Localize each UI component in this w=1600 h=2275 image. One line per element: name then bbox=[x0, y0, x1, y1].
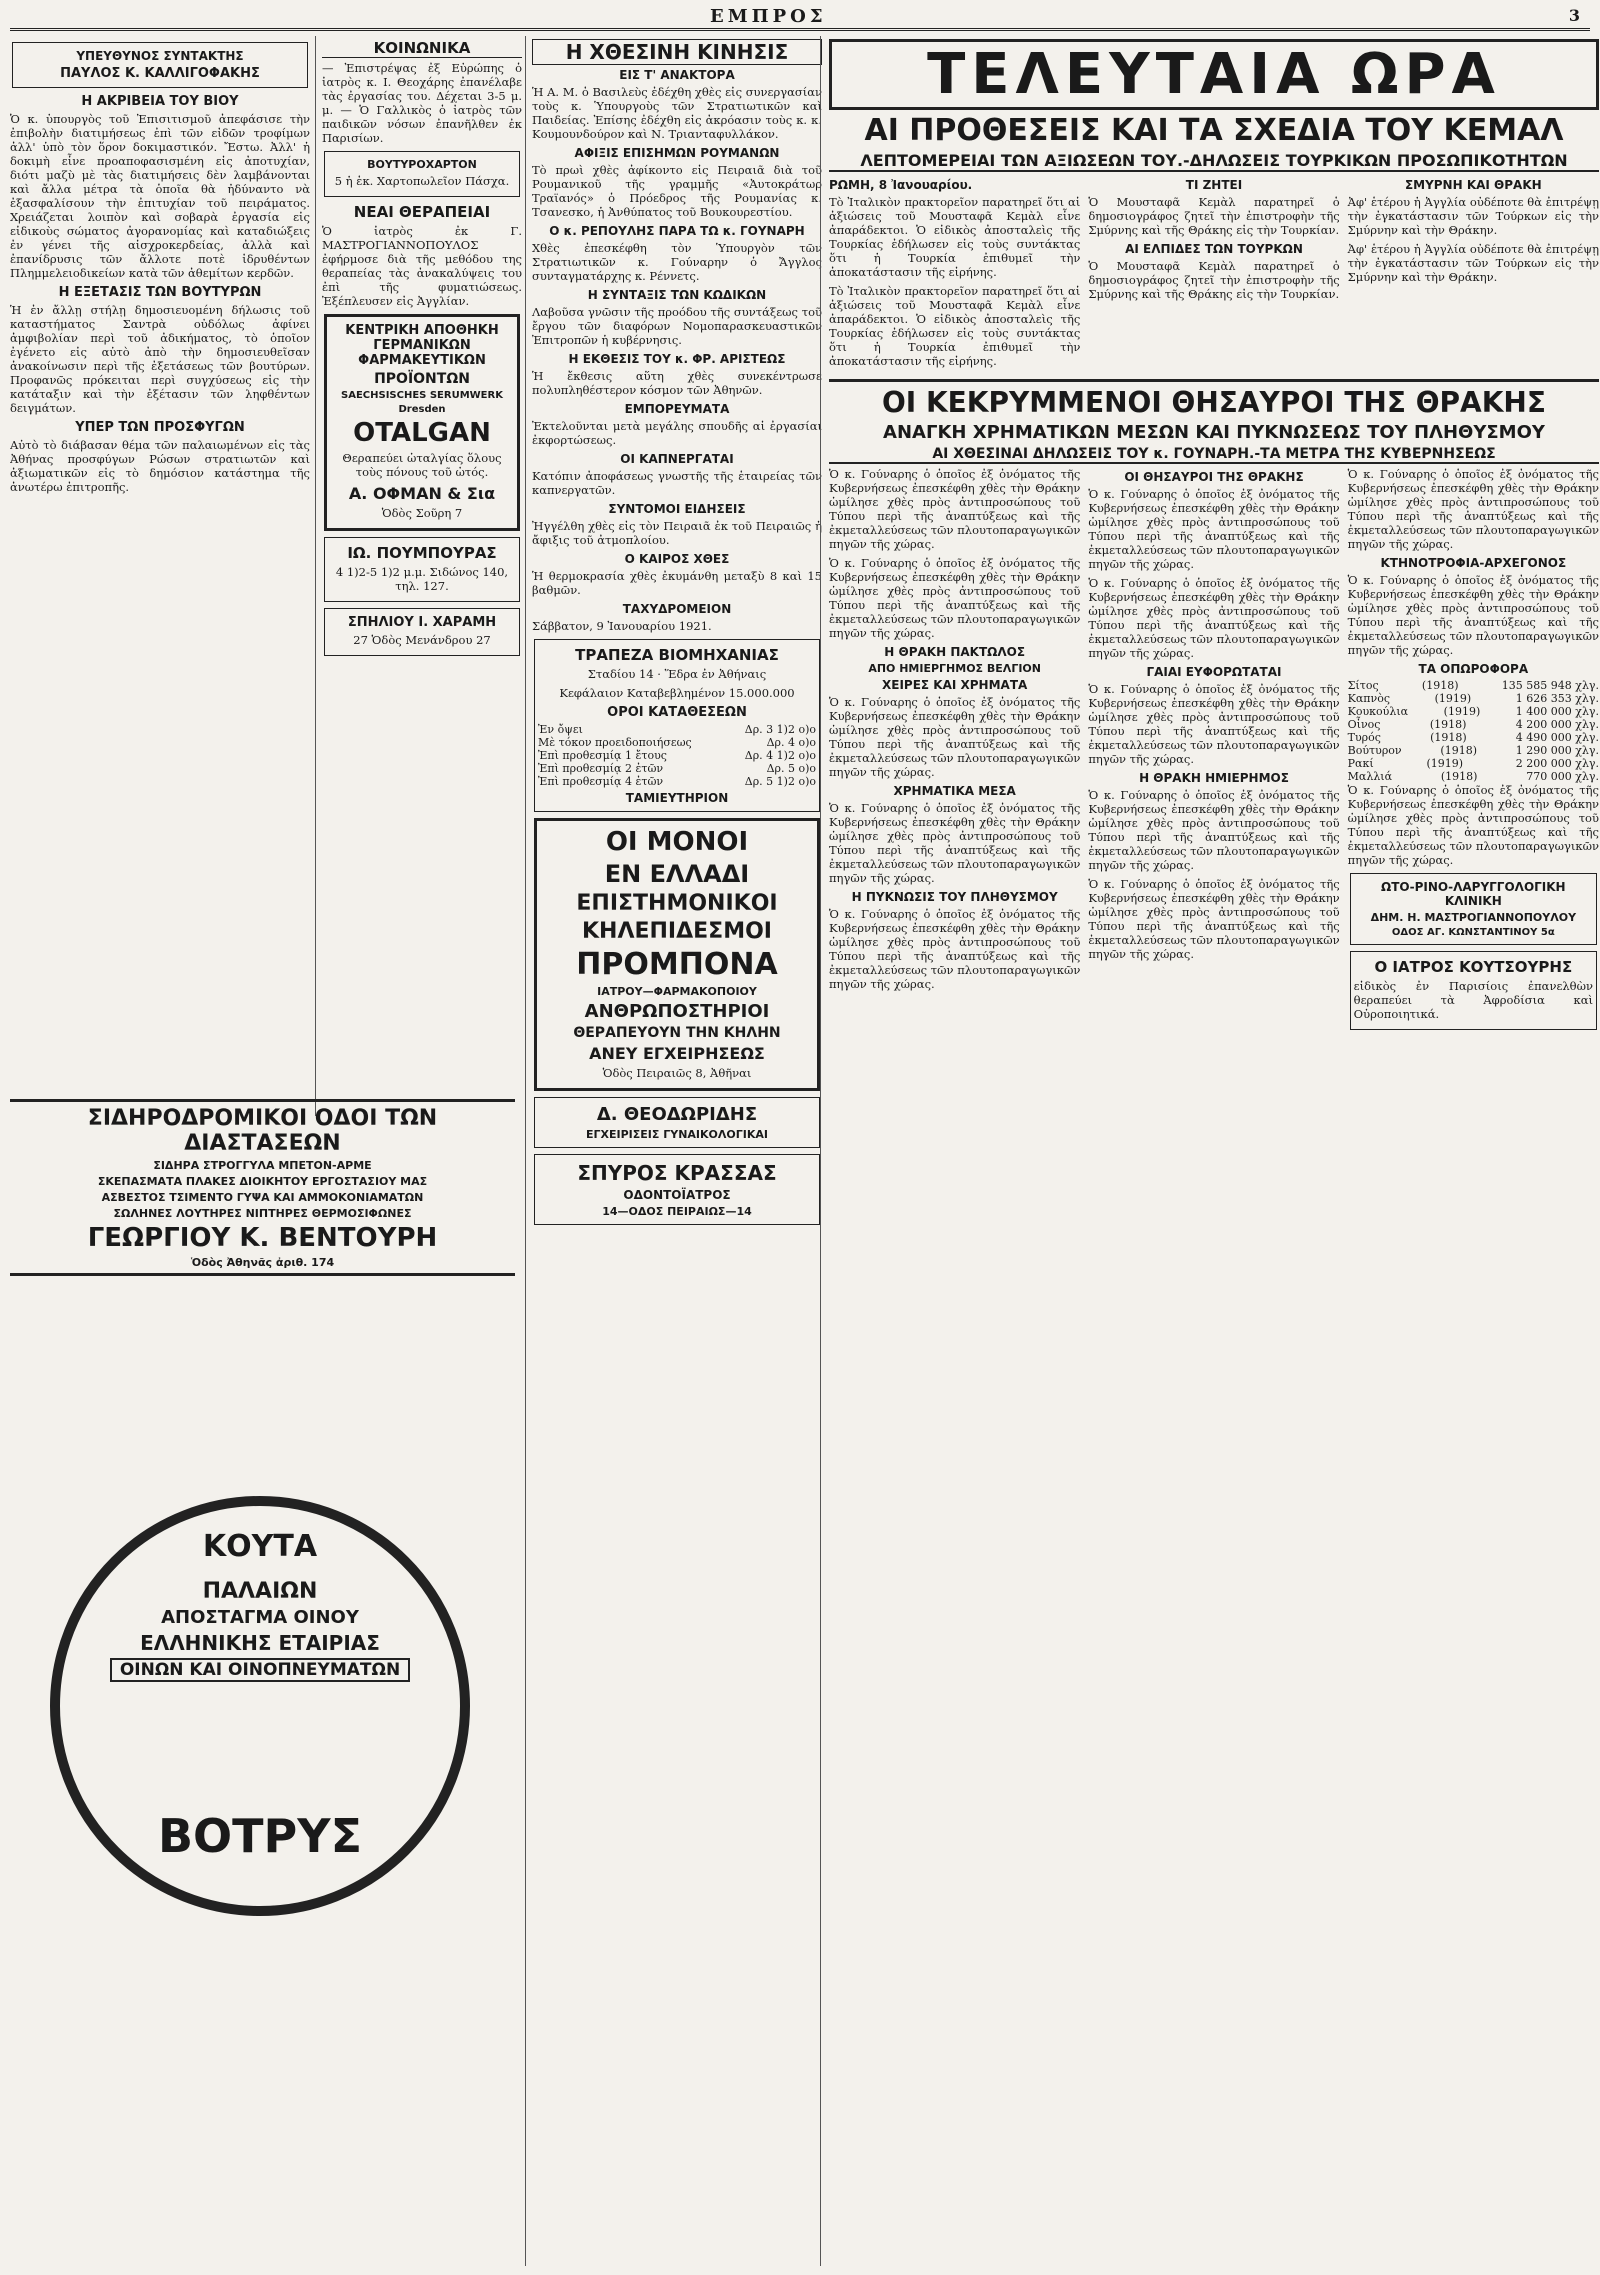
column-4 bbox=[820, 36, 1599, 2266]
column-3 bbox=[525, 36, 822, 2266]
article-aristeus: Ἡ ἔκθεσις αὕτη χθὲς συνεκέντρωσε πολυπληθέστερον κόσμον τῶν Ἀθηνῶν. bbox=[532, 369, 822, 397]
doctor-ad bbox=[324, 537, 520, 602]
hardware-ad bbox=[10, 1096, 515, 1279]
produce-row bbox=[1348, 718, 1599, 731]
article-social: — Ἐπιστρέψας ἐξ Εὐρώπης ὁ ἰατρὸς κ. Ι. Θεοχάρης ἐπανέλαβε τὰς ἐργασίας του. Δέχεται 3-5 μ. μ. — Ὁ Γαλλικὸς ὁ ἰατρὸς τῶν παιδικῶν νόσων ἐπανῆλθεν ἐκ Παρισίων. bbox=[322, 61, 522, 145]
heading-treasures: ΟΙ ΘΗΣΑΥΡΟΙ ΤΗΣ ΘΡΑΚΗΣ bbox=[1124, 470, 1304, 484]
heading-half-desert: Η ΘΡΑΚΗ ΗΜΙΕΡΗΜΟΣ bbox=[1139, 771, 1289, 785]
botrys-line-4: ΟΙΝΩΝ ΚΑΙ ΟΙΝΟΠΝΕΥΜΑΤΩΝ bbox=[110, 1658, 410, 1682]
deposits-heading: ΟΡΟΙ ΚΑΤΑΘΕΣΕΩΝ bbox=[607, 705, 747, 720]
produce-item: Ρακί bbox=[1347, 757, 1374, 770]
heading-repoulis: Ο κ. ΡΕΠΟΥΛΗΣ ΠΑΡΑ ΤΩ κ. ΓΟΥΝΑΡΗ bbox=[549, 224, 805, 238]
article-half-desert: Ὁ κ. Γούναρης ὁ ὁποῖος ἐξ ὀνόματος τῆς Κυβερνήσεως ἐπεσκέφθη χθὲς τὴν Θράκην ὡμίλησε χθὲς πρὸς ἀντιπροσώπους τοῦ Τύπου περὶ τῆς ἀναπτύξεως καὶ τῆς ἐκμεταλλεύσεως τῶν πλουτοπαραγωγικῶν πηγῶν τῆς χώρας. bbox=[1088, 788, 1340, 872]
doctor-name: ΙΩ. ΠΟΥΜΠΟΥΡΑΣ bbox=[347, 544, 497, 562]
koutsouris-ad bbox=[1350, 951, 1597, 1030]
deposit-label: Μὲ τόκον προειδοποιήσεως bbox=[538, 736, 692, 749]
otalgan-text: Θεραπεύει ὠταλγίας ὅλους τοὺς πόνους τοῦ ὠτός. bbox=[342, 451, 502, 479]
column-2 bbox=[315, 36, 522, 1116]
deposit-rate: Δρ. 4 1)2 ο)ο bbox=[744, 749, 816, 762]
optician-name: ΣΠΗΛΙΟΥ Ι. ΧΑΡΑΜΗ bbox=[347, 615, 497, 630]
hernia-ad bbox=[534, 818, 820, 1091]
heading-fertile: ΓΑΙΑΙ ΕΥΦΟΡΩΤΑΤΑΙ bbox=[1146, 665, 1282, 679]
article-hands: Ὁ κ. Γούναρης ὁ ὁποῖος ἐξ ὀνόματος τῆς Κυβερνήσεως ἐπεσκέφθη χθὲς τὴν Θράκην ὡμίλησε χθὲς πρὸς ἀντιπροσώπους τοῦ Τύπου περὶ τῆς ἀναπτύξεως καὶ τῆς ἐκμεταλλεύσεως τῶν πλουτοπαραγωγικῶν πηγῶν τῆς χώρας. bbox=[829, 695, 1081, 779]
deposit-rate: Δρ. 4 ο)ο bbox=[766, 736, 816, 749]
botrys-line-2: ΑΠΟΣΤΑΓΜΑ ΟΙΝΟΥ bbox=[161, 1607, 359, 1628]
heading-codes: Η ΣΥΝΤΑΞΙΣ ΤΩΝ ΚΩΔΙΚΩΝ bbox=[587, 288, 767, 302]
rome-dateline: ΡΩΜΗ, 8 Ἰανουαρίου. bbox=[829, 178, 973, 192]
deposit-label: Ἐν ὄψει bbox=[538, 723, 583, 736]
article-rome-2: Τὸ Ἰταλικὸν πρακτορεῖον παρατηρεῖ ὅτι αἱ ἀξιώσεις τοῦ Μουσταφᾶ Κεμὰλ εἶνε ἀπαράδεκτοι. Ὁ εἰδικὸς ἀποσταλεὶς τῆς Τουρκίας ἐδήλωσεν εἰς τοὺς συντάκτας ὅτι ἡ Τουρκία ἐπιθυμεῖ τὴν ἀποκατάστασιν τῆς εἰρήνης. bbox=[829, 284, 1081, 368]
produce-item: Οἶνος bbox=[1347, 718, 1381, 731]
article-density: Ὁ κ. Γούναρης ὁ ὁποῖος ἐξ ὀνόματος τῆς Κυβερνήσεως ἐπεσκέφθη χθὲς τὴν Θράκην ὡμίλησε χθὲς πρὸς ἀντιπροσώπους τοῦ Τύπου περὶ τῆς ἀναπτύξεως καὶ τῆς ἐκμεταλλεύσεως τῶν πλουτοπαραγωγικῶν πηγῶν τῆς χώρας. bbox=[829, 907, 1081, 991]
produce-year: (1918) bbox=[1430, 731, 1467, 744]
hardware-ad-seller: ΓΕΩΡΓΙΟΥ Κ. ΒΕΝΤΟΥΡΗ bbox=[87, 1223, 438, 1253]
article-what: Ὁ Μουσταφᾶ Κεμὰλ παρατηρεῖ ὁ δημοσιογράφος ζητεῖ τὴν ἐπιστροφὴν τῆς Σμύρνης καὶ τῆς Θράκης εἰς τὴν Τουρκίαν. bbox=[1088, 195, 1340, 237]
headline-thrace: ΟΙ ΚΕΚΡΥΜΜΕΝΟΙ ΘΗΣΑΥΡΟΙ ΤΗΣ ΘΡΑΚΗΣ bbox=[829, 379, 1599, 419]
butterpaper-text: 5 ἡ ἑκ. Χαρτοπωλεῖον Πάσχα. bbox=[334, 174, 510, 188]
produce-row bbox=[1348, 679, 1599, 692]
newspaper-page bbox=[10, 6, 1599, 2261]
botrys-top: ΚΟΥΤΑ bbox=[202, 1529, 318, 1564]
ent-clinic-ad bbox=[1350, 873, 1597, 945]
heading-what: ΤΙ ΖΗΤΕΙ bbox=[1185, 178, 1243, 192]
heading-post: ΤΑΧΥΔΡΟΜΕΙΟΝ bbox=[622, 602, 732, 616]
botrys-bottom: ΒΟΤΡΥΣ bbox=[158, 1809, 362, 1863]
hardware-ad-address: Ὁδὸς Ἀθηνᾶς ἀριθ. 174 bbox=[10, 1256, 515, 1276]
heading-aristeus: Η ΕΚΘΕΣΙΣ ΤΟΥ κ. ΦΡ. ΑΡΙΣΤΕΩΣ bbox=[568, 352, 786, 366]
article-smyrna: Ἀφ' ἑτέρου ἡ Ἀγγλία οὐδέποτε θὰ ἐπιτρέψῃ τὴν ἐγκατάστασιν τῶν Τούρκων εἰς τὴν Σμύρνην καὶ τὴν Θράκην. bbox=[1347, 195, 1599, 237]
heading-pactolus-sub: ΑΠΟ ΗΜΙΕΡΓΗΜΟΣ ΒΕΛΓΙΟΝ bbox=[868, 662, 1041, 675]
thrace-col-2 bbox=[1088, 467, 1339, 1036]
article-livestock: Ὁ κ. Γούναρης ὁ ὁποῖος ἐξ ὀνόματος τῆς Κυβερνήσεως ἐπεσκέφθη χθὲς τὴν Θράκην ὡμίλησε χθὲς πρὸς ἀντιπροσώπους τοῦ Τύπου περὶ τῆς ἀναπτύξεως καὶ τῆς ἐκμεταλλεύσεως τῶν πλουτοπαραγωγικῶν πηγῶν τῆς χώρας. bbox=[1347, 573, 1599, 657]
deposit-row bbox=[538, 775, 816, 788]
produce-item: Τυρός bbox=[1347, 731, 1381, 744]
optician-ad bbox=[324, 608, 520, 656]
heading-hands: ΧΕΙΡΕΣ ΚΑΙ ΧΡΗΜΑΤΑ bbox=[882, 678, 1028, 692]
doctor-hours: 4 1)2-5 1)2 μ.μ. Σιδώνος 140, τηλ. 127. bbox=[335, 565, 509, 593]
deposit-rate: Δρ. 3 1)2 ο)ο bbox=[744, 723, 816, 736]
article-smyrna-2: Ἀφ' ἑτέρου ἡ Ἀγγλία οὐδέποτε θὰ ἐπιτρέψῃ τὴν ἐγκατάστασιν τῶν Τούρκων εἰς τὴν Σμύρνην καὶ τὴν Θράκην. bbox=[1347, 242, 1599, 284]
produce-row bbox=[1348, 692, 1599, 705]
hardware-ad-line-1: ΣΙΔΗΡΑ ΣΤΡΟΓΓΥΛΑ ΜΠΕΤΟΝ-ΑΡΜΕ bbox=[153, 1159, 372, 1172]
deposit-rate: Δρ. 5 1)2 ο)ο bbox=[744, 775, 816, 788]
krassas-address: 14—ΟΔΟΣ ΠΕΙΡΑΙΩΣ—14 bbox=[602, 1205, 752, 1218]
hernia-line-3: ΕΠΙΣΤΗΜΟΝΙΚΟΙ bbox=[576, 891, 778, 916]
headline-kemal: ΑΙ ΠΡΟΘΕΣΕΙΣ ΚΑΙ ΤΑ ΣΧΕΔΙΑ ΤΟΥ ΚΕΜΑΛ bbox=[864, 113, 1564, 148]
produce-year: (1918) bbox=[1421, 679, 1459, 692]
newspaper-name: ΕΜΠΡΟΣ bbox=[710, 6, 827, 27]
article-romanians: Τὸ πρωὶ χθὲς ἀφίκοντο εἰς Πειραιᾶ διὰ τοῦ Ρουμανικοῦ τῆς γραμμῆς «Ἀυτοκράτωρ Τραϊανός» ὁ Πρόεδρος τῆς Ρουμανίας κ. Τσανεσκο, ἡ Ἀνθύπατος τοῦ Βουκουρεστίου. bbox=[532, 163, 822, 219]
produce-year: (1918) bbox=[1440, 744, 1477, 757]
article-palace: Ἡ Α. Μ. ὁ Βασιλεὺς ἐδέχθη χθὲς εἰς συνεργασίαν τοὺς κ. Ὑπουργοὺς τῶν Στρατιωτικῶν καὶ Παιδείας. Ἐπίσης ἐδέχθη εἰς ἀκρόασιν τοὺς κ. κ. Κουμουνδούρον καὶ Ν. Τριανταφυλλάκον. bbox=[532, 85, 822, 141]
produce-qty: 1 400 000 χλγ. bbox=[1515, 705, 1599, 718]
heading-hopes: ΑΙ ΕΛΠΙΔΕΣ ΤΩΝ ΤΟΥΡΚΩΝ bbox=[1125, 242, 1303, 256]
botrys-line-3: ΕΛΛΗΝΙΚΗΣ ΕΤΑΙΡΙΑΣ bbox=[140, 1631, 380, 1655]
pharma-ad bbox=[324, 314, 520, 531]
article-treasures: Ὁ κ. Γούναρης ὁ ὁποῖος ἐξ ὀνόματος τῆς Κυβερνήσεως ἐπεσκέφθη χθὲς τὴν Θράκην ὡμίλησε χθὲς πρὸς ἀντιπροσώπους τοῦ Τύπου περὶ τῆς ἀναπτύξεως καὶ τῆς ἐκμεταλλεύσεως τῶν πλουτοπαραγωγικῶν πηγῶν τῆς χώρας. bbox=[1088, 487, 1340, 571]
produce-row bbox=[1348, 757, 1599, 770]
produce-year: (1919) bbox=[1434, 692, 1472, 705]
article-thrace: Ὁ κ. Γούναρης ὁ ὁποῖος ἐξ ὀνόματος τῆς Κυβερνήσεως ἐπεσκέφθη χθὲς τὴν Θράκην ὡμίλησε χθὲς πρὸς ἀντιπροσώπους τοῦ Τύπου περὶ τῆς ἀναπτύξεως καὶ τῆς ἐκμεταλλεύσεως τῶν πλουτοπαραγωγικῶν πηγῶν τῆς χώρας. bbox=[829, 467, 1081, 551]
produce-qty: 2 200 000 χλγ. bbox=[1515, 757, 1599, 770]
krassas-name: ΣΠΥΡΟΣ ΚΡΑΣΣΑΣ bbox=[577, 1161, 777, 1185]
article-new-therapies: Ὁ ἰατρὸς ἐκ Γ. ΜΑΣΤΡΟΓΙΑΝΝΟΠΟΥΛΟΣ ἐφήρμοσε διὰ τῆς μεθόδου της θεραπείας τὰς ἀνακαλύψεις του ἐπὶ τῆς φυματιώσεως. Ἐξέπλευσεν εἰς Ἀγγλίαν. bbox=[322, 224, 522, 308]
subhead-thrace: ΑΝΑΓΚΗ ΧΡΗΜΑΤΙΚΩΝ ΜΕΣΩΝ ΚΑΙ ΠΥΚΝΩΣΕΩΣ ΤΟΥ ΠΛΗΘΥΣΜΟΥ bbox=[883, 422, 1545, 443]
otalgan-brand: OTALGAN bbox=[353, 418, 491, 448]
prompona-line-3: ΘΕΡΑΠΕΥΟΥΝ ΤΗΝ ΚΗΛΗΝ bbox=[573, 1025, 781, 1041]
pharma-city: Dresden bbox=[398, 404, 446, 415]
optician-address: 27 Ὁδὸς Μενάνδρου 27 bbox=[353, 633, 491, 647]
responsible-name: ΠΑΥΛΟΣ Κ. ΚΑΛΛΙΓΟΦΑΚΗΣ bbox=[60, 66, 260, 81]
botrys-line-1: ΠΑΛΑΙΩΝ bbox=[202, 1579, 318, 1604]
produce-row bbox=[1348, 770, 1599, 783]
deposit-label: Ἐπὶ προθεσμίᾳ 4 ἐτῶν bbox=[538, 775, 664, 788]
article-produce: Ὁ κ. Γούναρης ὁ ὁποῖος ἐξ ὀνόματος τῆς Κυβερνήσεως ἐπεσκέφθη χθὲς τὴν Θράκην ὡμίλησε χθὲς πρὸς ἀντιπροσώπους τοῦ Τύπου περὶ τῆς ἀναπτύξεως καὶ τῆς ἐκμεταλλεύσεως τῶν πλουτοπαραγωγικῶν πηγῶν τῆς χώρας. bbox=[1347, 783, 1599, 867]
pharma-title: ΚΕΝΤΡΙΚΗ ΑΠΟΘΗΚΗ ΓΕΡΜΑΝΙΚΩΝ ΦΑΡΜΑΚΕΥΤΙΚΩΝ bbox=[345, 323, 499, 368]
deposit-row bbox=[538, 749, 816, 762]
article-rome: Τὸ Ἰταλικὸν πρακτορεῖον παρατηρεῖ ὅτι αἱ ἀξιώσεις τοῦ Μουσταφᾶ Κεμὰλ εἶνε ἀπαράδεκτοι. Ὁ εἰδικὸς ἀποσταλεὶς τῆς Τουρκίας ἐδήλωσεν εἰς τοὺς συντάκτας ὅτι ἡ Τουρκία ἐπιθυμεῖ τὴν ἀποκατάστασιν τῆς εἰρήνης. bbox=[829, 195, 1081, 279]
hernia-line-1: ΟΙ ΜΟΝΟΙ bbox=[605, 827, 749, 857]
subhead-kemal: ΛΕΠΤΟΜΕΡΕΙΑΙ ΤΩΝ ΑΞΙΩΣΕΩΝ ΤΟΥ.-ΔΗΛΩΣΕΙΣ ΤΟΥΡΚΙΚΩΝ ΠΡΟΣΩΠΙΚΟΤΗΤΩΝ bbox=[829, 151, 1599, 172]
heading-refugees: ΥΠΕΡ ΤΩΝ ΠΡΟΣΦΥΓΩΝ bbox=[75, 420, 245, 435]
heading-density: Η ΠΥΚΝΩΣΙΣ ΤΟΥ ΠΛΗΘΥΣΜΟΥ bbox=[851, 890, 1058, 904]
produce-qty: 1 290 000 χλγ. bbox=[1515, 744, 1599, 757]
produce-year: (1919) bbox=[1443, 705, 1481, 718]
produce-qty: 4 490 000 χλγ. bbox=[1515, 731, 1599, 744]
produce-row bbox=[1348, 744, 1599, 757]
butterpaper-ad bbox=[324, 151, 520, 197]
kemal-col-3 bbox=[1348, 175, 1599, 373]
article-repoulis: Χθὲς ἐπεσκέφθη τὸν Ὑπουργὸν τῶν Στρατιωτικῶν κ. Γούναρην ὁ Ἄγγλος συνταγματάρχης κ. Ρέννετς. bbox=[532, 241, 822, 283]
ent-clinic-address: ΟΔΟΣ ΑΓ. ΚΩΝΣΤΑΝΤΙΝΟΥ 5α bbox=[1391, 927, 1555, 938]
thrace-columns bbox=[829, 467, 1599, 1036]
produce-year: (1918) bbox=[1440, 770, 1478, 783]
last-hour-title: ΤΕΛΕΥΤΑΙΑ ΩΡΑ bbox=[829, 39, 1599, 110]
page-number: 3 bbox=[1568, 6, 1580, 25]
produce-qty: 4 200 000 χλγ. bbox=[1515, 718, 1599, 731]
heading-palace: ΕΙΣ Τ' ΑΝΑΚΤΟΡΑ bbox=[619, 68, 735, 82]
deposit-row bbox=[538, 762, 816, 775]
article-hopes: Ὁ Μουσταφᾶ Κεμὰλ παρατηρεῖ ὁ δημοσιογράφος ζητεῖ τὴν ἐπιστροφὴν τῆς Σμύρνης καὶ τῆς Θράκης εἰς τὴν Τουρκίαν. bbox=[1088, 259, 1340, 301]
heading-tobacco: ΟΙ ΚΑΠΝΕΡΓΑΤΑΙ bbox=[620, 452, 734, 466]
produce-qty: 135 585 948 χλγ. bbox=[1501, 679, 1599, 692]
article-col3-intro: Ὁ κ. Γούναρης ὁ ὁποῖος ἐξ ὀνόματος τῆς Κυβερνήσεως ἐπεσκέφθη χθὲς τὴν Θράκην ὡμίλησε χθὲς πρὸς ἀντιπροσώπους τοῦ Τύπου περὶ τῆς ἀναπτύξεως καὶ τῆς ἐκμεταλλεύσεως τῶν πλουτοπαραγωγικῶν πηγῶν τῆς χώρας. bbox=[1347, 467, 1599, 551]
krassas-sub: ΟΔΟΝΤΟΪΑΤΡΟΣ bbox=[623, 1188, 731, 1202]
heading-social: ΚΟΙΝΩΝΙΚΑ bbox=[322, 39, 522, 58]
pharma-sub: ΠΡΟΪΟΝΤΩΝ bbox=[374, 371, 470, 387]
article-news: Ἠγγέλθη χθὲς εἰς τὸν Πειραιᾶ ἐκ τοῦ Πειραιῶς ἡ ἄφιξις τοῦ ἀτμοπλοίου. bbox=[532, 519, 822, 547]
hardware-ad-line-3: ΑΣΒΕΣΤΟΣ ΤΣΙΜΕΝΤΟ ΓΥΨΑ ΚΑΙ ΑΜΜΟΚΟΝΙΑΜΑΤΩΝ bbox=[101, 1191, 424, 1204]
article-money: Ὁ κ. Γούναρης ὁ ὁποῖος ἐξ ὀνόματος τῆς Κυβερνήσεως ἐπεσκέφθη χθὲς τὴν Θράκην ὡμίλησε χθὲς πρὸς ἀντιπροσώπους τοῦ Τύπου περὶ τῆς ἀναπτύξεως καὶ τῆς ἐκμεταλλεύσεως τῶν πλουτοπαραγωγικῶν πηγῶν τῆς χώρας. bbox=[829, 801, 1081, 885]
bank-title: ΤΡΑΠΕΖΑ ΒΙΟΜΗΧΑΝΙΑΣ bbox=[575, 646, 779, 664]
produce-table bbox=[1348, 679, 1599, 783]
heading-livestock: ΚΤΗΝΟΤΡΟΦΙΑ-ΑΡΧΕΓΟΝΟΣ bbox=[1380, 556, 1567, 570]
produce-item: Κουκούλια bbox=[1347, 705, 1409, 718]
hernia-line-2: ΕΝ ΕΛΛΑΔΙ bbox=[604, 860, 750, 888]
prompona-address: Ὁδὸς Πειραιῶς 8, Ἀθῆναι bbox=[602, 1066, 752, 1080]
butterpaper-label: ΒΟΥΤΥΡΟΧΑΡΤΟΝ bbox=[367, 158, 477, 171]
deposit-row bbox=[538, 736, 816, 749]
produce-year: (1918) bbox=[1429, 718, 1467, 731]
ent-clinic-title: ΩΤΟ-ΡΙΝΟ-ΛΑΡΥΓΓΟΛΟΓΙΚΗ ΚΛΙΝΙΚΗ bbox=[1381, 880, 1566, 908]
deposit-label: Ἐπὶ προθεσμίᾳ 1 ἔτους bbox=[538, 749, 667, 762]
heading-produce: ΤΑ ΟΠΩΡΟΦΟΡΑ bbox=[1418, 662, 1529, 676]
koutsouris-text: εἰδικὸς ἐν Παρισίοις ἐπανελθὼν θεραπεύει τὰ Ἀφροδίσια καὶ Οὐροποιητικά. bbox=[1353, 979, 1593, 1021]
prompona-line-2: ΑΝΘΡΩΠΟΣΤΗΡΙΟΙ bbox=[584, 1001, 770, 1022]
theodoridis-ad bbox=[534, 1097, 820, 1148]
article-fertile: Ὁ κ. Γούναρης ὁ ὁποῖος ἐξ ὀνόματος τῆς Κυβερνήσεως ἐπεσκέφθη χθὲς τὴν Θράκην ὡμίλησε χθὲς πρὸς ἀντιπροσώπους τοῦ Τύπου περὶ τῆς ἀναπτύξεως καὶ τῆς ἐκμεταλλεύσεως τῶν πλουτοπαραγωγικῶν πηγῶν τῆς χώρας. bbox=[1088, 682, 1340, 766]
hardware-ad-title: ΣΙΔΗΡΟΔΡΟΜΙΚΟΙ ΟΔΟΙ ΤΩΝ ΔΙΑΣΤΑΣΕΩΝ bbox=[10, 1099, 515, 1156]
article-trade: Ἐκτελοῦνται μετὰ μεγάλης σπουδῆς αἱ ἐργασίαι ἐκφορτώσεως. bbox=[532, 419, 822, 447]
subhead-gounaris: ΑΙ ΧΘΕΣΙΝΑΙ ΔΗΛΩΣΕΙΣ ΤΟΥ κ. ΓΟΥΝΑΡΗ.-ΤΑ ΜΕΤΡΑ ΤΗΣ ΚΥΒΕΡΝΗΣΕΩΣ bbox=[829, 446, 1599, 464]
article-half-desert-2: Ὁ κ. Γούναρης ὁ ὁποῖος ἐξ ὀνόματος τῆς Κυβερνήσεως ἐπεσκέφθη χθὲς τὴν Θράκην ὡμίλησε χθὲς πρὸς ἀντιπροσώπους τοῦ Τύπου περὶ τῆς ἀναπτύξεως καὶ τῆς ἐκμεταλλεύσεως τῶν πλουτοπαραγωγικῶν πηγῶν τῆς χώρας. bbox=[1088, 877, 1340, 961]
heading-weather: Ο ΚΑΙΡΟΣ ΧΘΕΣ bbox=[624, 552, 730, 566]
botrys-ad bbox=[50, 1496, 470, 1916]
article-tobacco: Κατόπιν ἀποφάσεως γνωστῆς τῆς ἑταιρείας τῶν καπνεργατῶν. bbox=[532, 469, 822, 497]
hofman-name: Α. ΟΦΜΑΝ & Σια bbox=[348, 484, 496, 503]
produce-qty: 770 000 χλγ. bbox=[1526, 770, 1599, 783]
masthead bbox=[10, 6, 1590, 31]
responsible-editor-box bbox=[12, 42, 308, 88]
produce-item: Σίτος bbox=[1347, 679, 1379, 692]
theodoridis-sub: ΕΓΧΕΙΡΙΣΕΙΣ ΓΥΝΑΙΚΟΛΟΓΙΚΑΙ bbox=[586, 1128, 768, 1141]
article-thrace-2: Ὁ κ. Γούναρης ὁ ὁποῖος ἐξ ὀνόματος τῆς Κυβερνήσεως ἐπεσκέφθη χθὲς τὴν Θράκην ὡμίλησε χθὲς πρὸς ἀντιπροσώπους τοῦ Τύπου περὶ τῆς ἀναπτύξεως καὶ τῆς ἐκμεταλλεύσεως τῶν πλουτοπαραγωγικῶν πηγῶν τῆς χώρας. bbox=[829, 556, 1081, 640]
prompona-sub: ΙΑΤΡΟΥ—ΦΑΡΜΑΚΟΠΟΙΟΥ bbox=[597, 985, 757, 998]
produce-row bbox=[1348, 705, 1599, 718]
heading-yesterday: Η ΧΘΕΣΙΝΗ ΚΙΝΗΣΙΣ bbox=[532, 39, 822, 65]
heading-news: ΣΥΝΤΟΜΟΙ ΕΙΔΗΣΕΙΣ bbox=[608, 502, 746, 516]
produce-item: Μαλλιά bbox=[1347, 770, 1393, 783]
kemal-col-2 bbox=[1088, 175, 1339, 373]
article-codes: Λαβοῦσα γνῶσιν τῆς προόδου τῆς συντάξεως τοῦ ἔργου τῶν διαφόρων Νομοπαρασκευαστικῶν Ἐπιτροπῶν ἡ κυβέρνησις. bbox=[532, 305, 822, 347]
produce-item: Βούτυρον bbox=[1347, 744, 1402, 757]
deposits-list bbox=[538, 723, 816, 788]
bank-capital: Κεφάλαιον Καταβεβλημένον 15.000.000 bbox=[559, 686, 795, 700]
heading-trade: ΕΜΠΟΡΕΥΜΑΤΑ bbox=[624, 402, 730, 416]
deposit-label: Ἐπὶ προθεσμίᾳ 2 ἐτῶν bbox=[538, 762, 664, 775]
bank-ad bbox=[534, 639, 820, 812]
article-butter-exam: Ἡ ἐν ἄλλῃ στήλῃ δημοσιευομένη δήλωσις τοῦ καταστήματος Σαντρὰ οὐδόλως ἀφίνει ἀμφιβολίαν περὶ τοῦ ἀδικήματος, τὸ ὁποῖον ἐγένετο εἰς αὐτὸ ἀπὸ τὴν δημοσιευθεῖσαν ἀνακοίνωσιν περὶ τῆς ἐξετάσεως τῶν βουτύρων. Προφανῶς πρόκειται περὶ συγχύσεως εἰς τὴν κατάταξιν καὶ τὴν ἐξέτασιν τῶν ληφθέντων δειγμάτων. bbox=[10, 303, 310, 415]
produce-year: (1919) bbox=[1426, 757, 1464, 770]
deposit-row bbox=[538, 723, 816, 736]
bank-address: Σταδίου 14 · Ἕδρα ἐν Ἀθήναις bbox=[587, 667, 767, 681]
prompona-name: ΠΡΟΜΠΟΝΑ bbox=[576, 947, 778, 982]
hofman-address: Ὁδὸς Σοῦρη 7 bbox=[381, 506, 463, 520]
thrace-col-1 bbox=[829, 467, 1080, 1036]
heading-pactolus: Η ΘΡΑΚΗ ΠΑΚΤΩΛΟΣ bbox=[884, 645, 1026, 659]
produce-qty: 1 626 353 χλγ. bbox=[1515, 692, 1599, 705]
botrys-inner bbox=[110, 1576, 410, 1685]
prompona-line-4: ΑΝΕΥ ΕΓΧΕΙΡΗΣΕΩΣ bbox=[589, 1044, 765, 1063]
hardware-ad-line-4: ΣΩΛΗΝΕΣ ΛΟΥΤΗΡΕΣ ΝΙΠΤΗΡΕΣ ΘΕΡΜΟΣΙΦΩΝΕΣ bbox=[113, 1207, 412, 1220]
responsible-label: ΥΠΕΥΘΥΝΟΣ ΣΥΝΤΑΚΤΗΣ bbox=[76, 49, 244, 63]
hardware-ad-line-2: ΣΚΕΠΑΣΜΑΤΑ ΠΛΑΚΕΣ ΔΙΟΙΚΗΤΟΥ ΕΡΓΟΣΤΑΣΙΟΥ ΜΑΣ bbox=[97, 1175, 428, 1188]
krassas-ad bbox=[534, 1154, 820, 1225]
heading-smyrna: ΣΜΥΡΝΗ ΚΑΙ ΘΡΑΚΗ bbox=[1404, 178, 1542, 192]
article-cost-of-living: Ὁ κ. ὑπουργὸς τοῦ Ἐπισιτισμοῦ ἀπεφάσισε τὴν ἐπιβολὴν διατιμήσεως ἐπὶ τῶν εἰδῶν τροφίμων ἀλλ' ὑπὸ τὸν ὅρον δοκιμαστικόν. Ἔστω. Ἀλλ' ἡ δοκιμὴ εἶνε προαποφασισμένη εἰς ἀποτυχίαν, διότι μαζὺ μὲ τὰς διατιμήσεις δὲν λαμβάνονται καὶ ἄλλα μέτρα τὰ ὁποῖα θὰ ἠδύναντο νὰ ἐξασφαλίσουν τὴν ἐπιτυχίαν τοῦ πειράματος. Χρειάζεται λοιπὸν καὶ σοβαρὰ ἐργασία εἰς εἰδικοὺς σώματος ἀγορανομίας καὶ καταδιώξεις ἐν γένει τῆς αἰσχροκερδείας, ἀλλὰ καὶ ἐπανίδρυσις τῶν ἄλλοτε ποτὲ ἱδρυθέντων Πλημμελειοδικείων κατὰ τῶν ἀθεμίτων κερδῶν. bbox=[10, 112, 310, 280]
heading-money: ΧΡΗΜΑΤΙΚΑ ΜΕΣΑ bbox=[893, 784, 1016, 798]
deposit-rate: Δρ. 5 ο)ο bbox=[766, 762, 816, 775]
produce-row bbox=[1348, 731, 1599, 744]
article-weather: Ἡ θερμοκρασία χθὲς ἐκυμάνθη μεταξὺ 8 καὶ 15 βαθμῶν. bbox=[532, 569, 822, 597]
thrace-col-3 bbox=[1348, 467, 1599, 1036]
heading-butter-exam: Η ΕΞΕΤΑΣΙΣ ΤΩΝ ΒΟΥΤΥΡΩΝ bbox=[58, 285, 262, 300]
kemal-columns bbox=[829, 175, 1599, 373]
heading-new-therapies: ΝΕΑΙ ΘΕΡΑΠΕΙΑΙ bbox=[353, 203, 491, 221]
article-post: Σάββατον, 9 Ἰανουαρίου 1921. bbox=[532, 619, 712, 633]
article-refugees: Αὐτὸ τὸ διάβασαν θέμα τῶν παλαιωμένων εἰς τὰς Ἀθήνας προσφύγων Ρώσων στρατιωτῶν καὶ ἀξιωματικῶν εἰς τὸ δημόσιον κατάστημα τῆς ἀνωτέρω ἐπιτροπῆς. bbox=[10, 438, 310, 494]
theodoridis-name: Δ. ΘΕΟΔΩΡΙΔΗΣ bbox=[596, 1104, 758, 1125]
savings-label: ΤΑΜΙΕΥΤΗΡΙΟΝ bbox=[625, 791, 729, 805]
heading-romanians: ΑΦΙΞΙΣ ΕΠΙΣΗΜΩΝ ΡΟΥΜΑΝΩΝ bbox=[574, 146, 780, 160]
article-treasures-2: Ὁ κ. Γούναρης ὁ ὁποῖος ἐξ ὀνόματος τῆς Κυβερνήσεως ἐπεσκέφθη χθὲς τὴν Θράκην ὡμίλησε χθὲς πρὸς ἀντιπροσώπους τοῦ Τύπου περὶ τῆς ἀναπτύξεως καὶ τῆς ἐκμεταλλεύσεως τῶν πλουτοπαραγωγικῶν πηγῶν τῆς χώρας. bbox=[1088, 576, 1340, 660]
pharma-firm: SAECHSISCHES SERUMWERK bbox=[341, 390, 503, 401]
kemal-col-1 bbox=[829, 175, 1080, 373]
heading-cost-of-living: Η ΑΚΡΙΒΕΙΑ ΤΟΥ ΒΙΟΥ bbox=[81, 94, 239, 109]
column-1 bbox=[10, 36, 310, 1116]
ent-clinic-name: ΔΗΜ. Η. ΜΑΣΤΡΟΓΙΑΝΝΟΠΟΥΛΟΥ bbox=[1370, 911, 1577, 924]
produce-item: Καπνὸς bbox=[1347, 692, 1391, 705]
koutsouris-title: Ο ΙΑΤΡΟΣ ΚΟΥΤΣΟΥΡΗΣ bbox=[1374, 958, 1573, 976]
hernia-line-4: ΚΗΛΕΠΙΔΕΣΜΟΙ bbox=[582, 919, 772, 944]
